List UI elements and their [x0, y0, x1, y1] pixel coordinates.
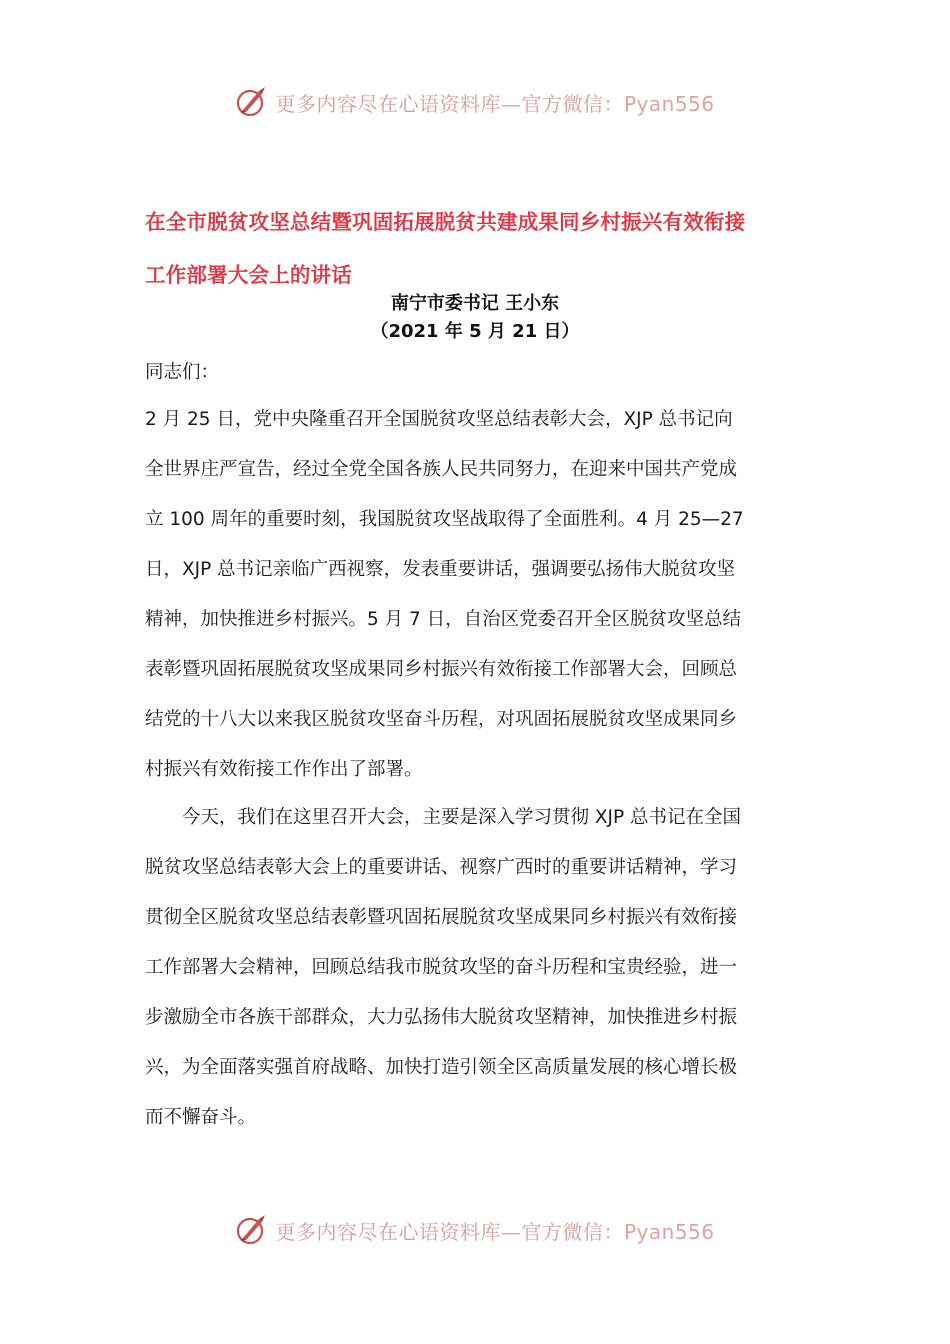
author-block [0, 290, 950, 346]
watermark-wechat-id: Pyan556 [623, 1219, 715, 1244]
text-line: 今天，我们在这里召开大会，主要是深入学习贯彻 XJP 总书记在全国 [182, 807, 742, 828]
text-line: 2 月 25 日，党中央隆重召开全国脱贫攻坚总结表彰大会，XJP 总书记向 [145, 409, 733, 430]
text-line: 贯彻全区脱贫攻坚总结表彰暨巩固拓展脱贫攻坚成果同乡村振兴有效衔接 [145, 907, 738, 928]
greeting: 同志们： [145, 362, 220, 383]
text-line: 日，XJP 总书记亲临广西视察，发表重要讲话，强调要弘扬伟大脱贫攻坚 [145, 559, 736, 580]
text-line: 精神，加快推进乡村振兴。5 月 7 日，自治区党委召开全区脱贫攻坚总结 [145, 609, 742, 630]
author-name: 南宁市委书记 王小东 [390, 293, 560, 314]
footer-watermark [0, 1210, 950, 1250]
paragraph-1 [145, 395, 807, 795]
watermark-wechat-id: Pyan556 [623, 91, 715, 116]
quill-pen-logo-icon [235, 85, 269, 119]
text-line: 全世界庄严宣告，经过全党全国各族人民共同努力，在迎来中国共产党成 [145, 459, 738, 480]
quill-pen-logo-icon [235, 1213, 269, 1247]
document-title [145, 196, 805, 302]
text-line: 立 100 周年的重要时刻，我国脱贫攻坚战取得了全面胜利。4 月 25—27 [145, 509, 744, 530]
speech-date: （2021 年 5 月 21 日） [370, 321, 580, 342]
text-line: 工作部署大会精神，回顾总结我市脱贫攻坚的奋斗历程和宝贵经验，进一 [145, 957, 738, 978]
text-line: 兴，为全面落实强首府战略、加快打造引领全区高质量发展的核心增长极 [145, 1057, 738, 1078]
text-line: 而不懈奋斗。 [145, 1107, 257, 1128]
text-line: 结党的十八大以来我区脱贫攻坚奋斗历程，对巩固拓展脱贫攻坚成果同乡 [145, 709, 738, 730]
title-line: 工作部署大会上的讲话 [145, 263, 352, 287]
text-line: 步激励全市各族干部群众，大力弘扬伟大脱贫攻坚精神，加快推进乡村振 [145, 1007, 738, 1028]
paragraph-2 [145, 793, 807, 1143]
text-line: 脱贫攻坚总结表彰大会上的重要讲话、视察广西时的重要讲话精神，学习 [145, 857, 738, 878]
watermark-text: 更多内容尽在心语资料库—官方微信：Pyan556 [275, 1219, 715, 1244]
header-watermark [0, 82, 950, 122]
watermark-text: 更多内容尽在心语资料库—官方微信：Pyan556 [275, 91, 715, 116]
text-line: 村振兴有效衔接工作作出了部署。 [145, 759, 423, 780]
text-line: 表彰暨巩固拓展脱贫攻坚成果同乡村振兴有效衔接工作部署大会，回顾总 [145, 659, 738, 680]
title-line: 在全市脱贫攻坚总结暨巩固拓展脱贫共建成果同乡村振兴有效衔接 [145, 210, 746, 234]
